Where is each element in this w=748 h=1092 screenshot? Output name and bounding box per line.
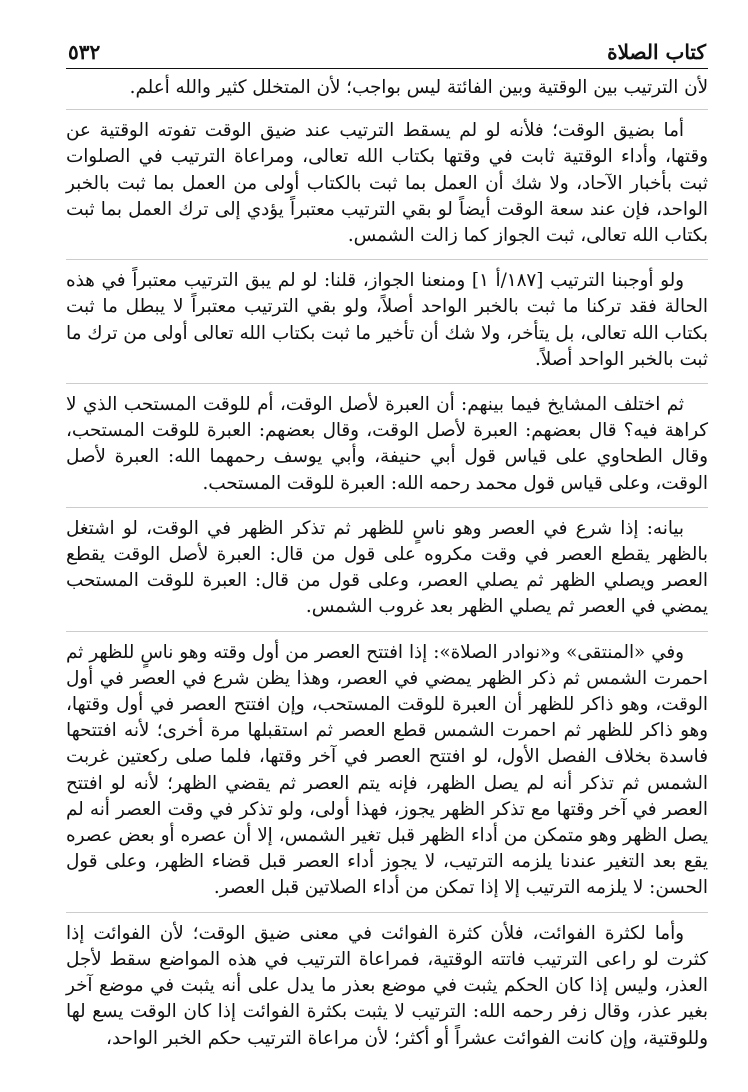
paragraph-3: ولو أوجبنا الترتيب [١٨٧/أ ١] ومنعنا الجواز، قلنا: لو لم يبق الترتيب معتبراً في هذه الحالة فقد تركنا ما ثبت بالخبر الواحد أصلاً، ولو بقي الترتيب معتبراً لا يبطل ما ثبت بكتاب الله تعالى، بل يتأخر، ولا شك أن تأخير ما ثبت بكتاب الله تعالى أولى من ترك ما ثبت بالخبر الواحد أصلاً. (66, 268, 708, 384)
page-body (66, 75, 708, 1062)
paragraph-1: لأن الترتيب بين الوقتية وبين الفائتة ليس بواجب؛ لأن المتخلل كثير والله أعلم. (66, 75, 708, 110)
paragraph-4: ثم اختلف المشايخ فيما بينهم: أن العبرة لأصل الوقت، أم للوقت المستحب الذي لا كراهة فيه؟ قال بعضهم: العبرة لأصل الوقت، وقال بعضهم: العبرة للوقت المستحب، وقال الطحاوي على قياس قول أبي حنيفة، وأبي يوسف رحمهما الله: العبرة لأصل الوقت، وعلى قياس قول محمد رحمه الله: العبرة للوقت المستحب. (66, 392, 708, 508)
paragraph-7: وأما لكثرة الفوائت، فلأن كثرة الفوائت في معنى ضيق الوقت؛ لأن الفوائت إذا كثرت لو راعى الترتيب فاتته الوقتية، فمراعاة الترتيب في هذه المواضع سقط لأجل العذر، وليس إذا كان الحكم يثبت في موضع بعذر ما يدل على أنه يثبت في موضع آخر بغير عذر، وقال زفر رحمه الله: الترتيب لا يثبت بكثرة الفوائت إذا كان الوقت يسع لها وللوقتية، وإن كانت الفوائت عشراً أو أكثر؛ لأن مراعاة الترتيب حكم الخبر الواحد، (66, 922, 708, 1049)
page-header (66, 34, 708, 69)
paragraph-6: وفي «المنتقى» و«نوادر الصلاة»: إذا افتتح العصر من أول وقته وهو ناسٍ للظهر ثم احمرت الشمس ثم ذكر الظهر يمضي في العصر، وهذا يظن شرع في العصر في أول الوقت، وهو ذاكر للظهر أن العبرة للوقت المستحب، وإن افتتح العصر في أول وقتها، وهو ذاكر للظهر ثم احمرت الشمس قطع العصر ثم استقبلها مرة أخرى؛ لأنه افتتحها فاسدة بخلاف الفصل الأول، لو افتتح العصر في آخر وقتها، فلما صلى ركعتين غربت الشمس ثم تذكر أنه لم يصل الظهر، فإنه يتم العصر ثم يقضي الظهر؛ لأنه لو افتتح العصر في آخر وقتها مع تذكر الظهر يجوز، فهذا أولى، ولو تذكر في وقت العصر أنه لم يصل الظهر وهو متمكن من أداء الظهر قبل تغير الشمس، إلا أن عصره أو بعض عصره يقع بعد التغير عندنا يلزمه الترتيب، لا يجوز أداء العصر قبل قضاء الظهر، وعلى قول الحسن: لا يلزمه الترتيب إلا إذا تمكن من أداء الصلاتين قبل العصر. (66, 640, 708, 913)
paragraph-5: بيانه: إذا شرع في العصر وهو ناسٍ للظهر ثم تذكر الظهر في الوقت، لو اشتغل بالظهر يقطع العصر في وقت مكروه على قول من قال: العبرة لأصل الوقت يقطع العصر ويصلي الظهر ثم يصلي العصر، وعلى قول من قال: العبرة للوقت المستحب يمضي في العصر ثم يصلي الظهر بعد غروب الشمس. (66, 516, 708, 632)
page-number: ٥٣٢ (68, 40, 101, 64)
paragraph-2: أما بضيق الوقت؛ فلأنه لو لم يسقط الترتيب عند ضيق الوقت تفوته الوقتية عن وقتها، وأداء الوقتية ثابت في وقتها بكتاب الله تعالى، ومراعاة الترتيب في الصلوات ثبت بأخبار الآحاد، ولا شك أن العمل بما ثبت بالكتاب أولى من العمل بما ثبت بالخبر الواحد، فإن عند سعة الوقت أيضاً لو بقي الترتيب معتبراً يؤدي إلى ترك العمل بما ثبت بكتاب الله تعالى، ثبت الجواز كما زالت الشمس. (66, 118, 708, 260)
book-page (66, 34, 708, 1084)
chapter-title: كتاب الصلاة (607, 40, 706, 64)
